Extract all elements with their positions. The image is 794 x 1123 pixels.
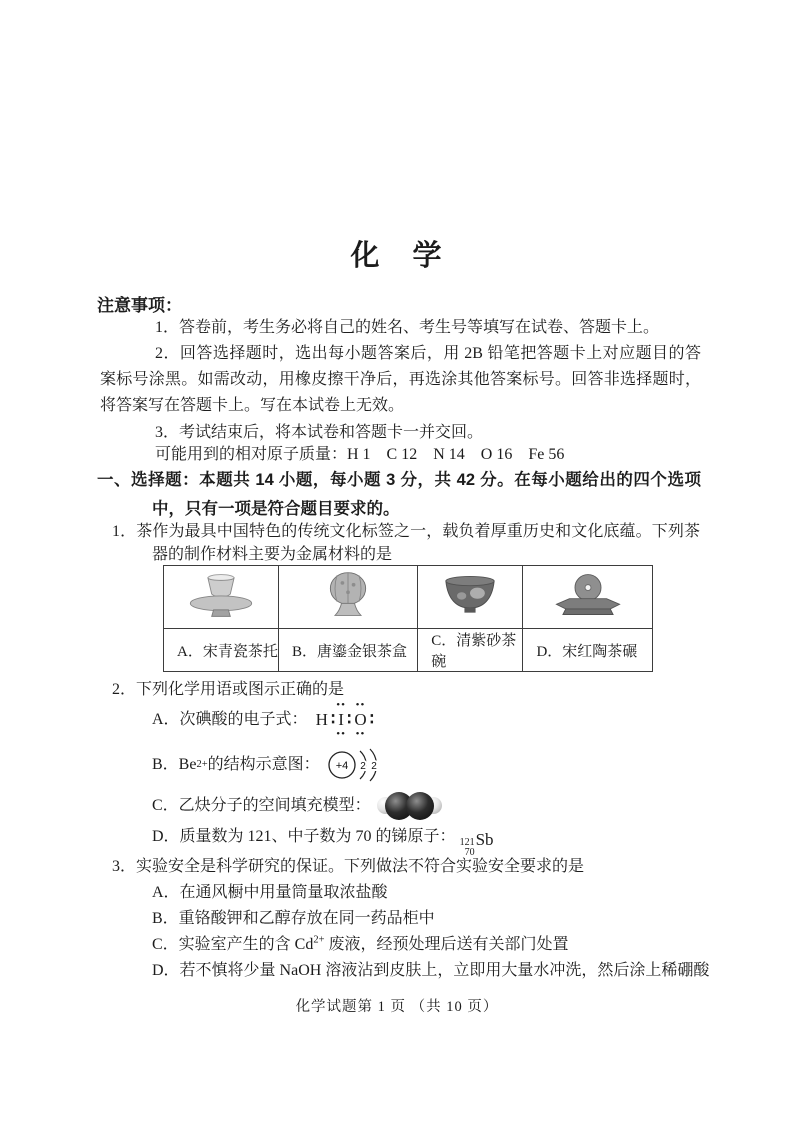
option-b-image-cell bbox=[278, 566, 417, 629]
page-footer: 化学试题第 1 页 （共 10 页） bbox=[295, 999, 499, 1015]
electron-formula-hio: H ∶ •• I •• ∶ •• O •• ∶ bbox=[315, 699, 375, 740]
cadmium-charge-superscript: 2+ bbox=[313, 934, 325, 946]
section-1-heading: 一、选择题：本题共 14 小题，每小题 3 分，共 42 分。在每小题给出的四个选项中，只有一项是符合题目要求的。 bbox=[97, 471, 701, 518]
question-3-option-c: C．实验室产生的含 $Cd^{2+}$ 废液，经预处理后送有关部门处置 bbox=[152, 934, 569, 953]
question-2-stem: 2．下列化学用语或图示正确的是 bbox=[112, 681, 345, 698]
acetylene-space-filling-model bbox=[377, 790, 443, 822]
option-c-image-cell bbox=[418, 566, 523, 629]
option-a-text: A．次碘酸的电子式： bbox=[152, 711, 308, 728]
svg-text:2: 2 bbox=[370, 761, 377, 772]
notice-item-2: 2．回答选择题时，选出每小题答案后，用 2B 铅笔把答题卡上对应题目的答案标号涂黑。如需改动，用橡皮擦干净后，再选涂其他答案标号。回答非选择题时，将答案写在答题卡上。写在本试卷上无效。 bbox=[100, 345, 701, 414]
question-3-stem: 3．实验安全是科学研究的保证。下列做法不符合实验安全要求的是 bbox=[112, 858, 585, 875]
atomic-structure-diagram bbox=[326, 742, 384, 788]
svg-text:2: 2 bbox=[359, 761, 366, 772]
notice-heading: 注意事项： bbox=[97, 296, 182, 315]
question-2-option-a bbox=[152, 699, 700, 740]
option-b-caption: B．唐鎏金银茶盒 bbox=[278, 629, 417, 672]
carbon-sphere-right bbox=[406, 792, 434, 820]
svg-text:+4: +4 bbox=[335, 760, 348, 772]
option-c-text: C．乙炔分子的空间填充模型： bbox=[152, 797, 371, 814]
option-b-text-post: 的结构示意图： bbox=[207, 756, 320, 773]
gilded-silver-tea-box-image bbox=[309, 567, 387, 623]
teaware-caption-row bbox=[164, 629, 653, 672]
question-2-option-d bbox=[152, 826, 700, 857]
option-b-text-pre: B．Be bbox=[152, 756, 197, 773]
question-1-options-table bbox=[163, 565, 653, 672]
question-2-option-c bbox=[152, 789, 700, 823]
isotope-mass-number: 121 bbox=[459, 837, 475, 848]
atomic-masses-line: 可能用到的相对原子质量：H 1 C 12 N 14 O 16 Fe 56 bbox=[155, 446, 565, 463]
question-3-option-d: D．若不慎将少量 NaOH 溶液沾到皮肤上，立即用大量水冲洗，然后涂上稀硼酸 bbox=[152, 962, 710, 979]
celadon-tea-saucer-image bbox=[182, 567, 260, 623]
teaware-image-row bbox=[164, 566, 653, 629]
option-a-image-cell bbox=[164, 566, 279, 629]
isotope-atomic-number: 70 bbox=[464, 846, 475, 858]
isotope-symbol: Sb bbox=[475, 830, 494, 849]
question-2-option-b: B．Be 2+ 的结构示意图： +4 2 2 bbox=[152, 742, 700, 788]
page-title: 化 学 bbox=[350, 240, 444, 272]
question-3-option-b: B．重铬酸钾和乙醇存放在同一药品柜中 bbox=[152, 910, 435, 927]
purple-clay-tea-bowl-image bbox=[431, 567, 509, 623]
option-a-caption: A．宋青瓷茶托 bbox=[164, 629, 279, 672]
option-d-image-cell bbox=[523, 566, 653, 629]
option-d-caption: D．宋红陶茶碾 bbox=[523, 629, 653, 672]
option-c-caption: C．清紫砂茶碗 bbox=[418, 629, 523, 672]
notice-item-1: 1．答卷前，考生务必将自己的姓名、考生号等填写在试卷、答题卡上。 bbox=[155, 319, 660, 336]
notice-item-3: 3．考试结束后，将本试卷和答题卡一并交回。 bbox=[155, 424, 484, 441]
option-d-text: D．质量数为 121、中子数为 70 的锑原子： bbox=[152, 828, 456, 845]
question-1-stem: 1．茶作为最具中国特色的传统文化标签之一，载负着厚重历史和文化底蕴。下列茶器的制作材料主要为金属材料的是 bbox=[112, 523, 700, 563]
antimony-isotope-notation bbox=[460, 829, 494, 857]
red-pottery-tea-roller-image bbox=[549, 567, 627, 623]
question-3-option-a: A．在通风橱中用量筒量取浓盐酸 bbox=[152, 884, 388, 901]
